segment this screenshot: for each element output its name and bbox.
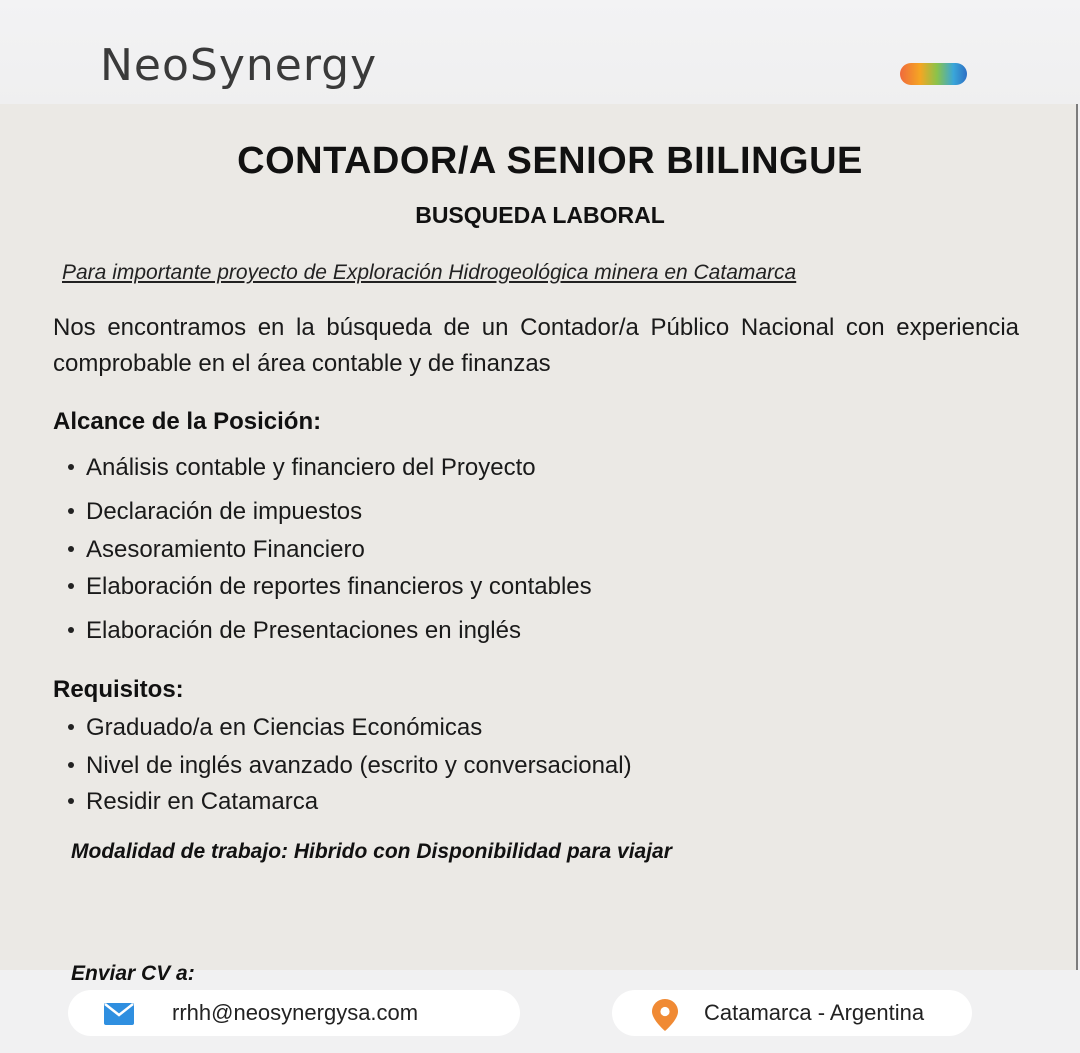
bullet-icon (68, 798, 74, 804)
location-pin-icon (652, 999, 678, 1031)
bullet-icon (68, 464, 74, 470)
job-subtitle: BUSQUEDA LABORAL (415, 202, 665, 228)
intro-paragraph: Nos encontramos en la búsqueda de un Contador/a Público Nacional con experiencia comprobable en el área contable y de finanzas (53, 314, 1019, 377)
bullet-icon (68, 583, 74, 589)
location-text: Catamarca - Argentina (704, 1000, 925, 1025)
send-cv-label: Enviar CV a: (71, 962, 195, 985)
email-address[interactable]: rrhh@neosynergysa.com (172, 1000, 419, 1025)
bullet-icon (68, 724, 74, 730)
list-item: Residir en Catamarca (68, 788, 318, 816)
job-title: CONTADOR/A SENIOR BIILINGUE (237, 140, 863, 182)
list-item: Análisis contable y financiero del Proyecto (68, 454, 536, 482)
requisitos-heading: Requisitos: (53, 676, 184, 703)
work-modality: Modalidad de trabajo: Hibrido con Disponibilidad para viajar (71, 840, 672, 863)
list-item: Graduado/a en Ciencias Económicas (68, 714, 482, 742)
mail-icon (104, 1003, 134, 1025)
email-contact[interactable] (68, 990, 520, 1036)
list-item: Nivel de inglés avanzado (escrito y conversacional) (68, 752, 632, 780)
bullet-icon (68, 762, 74, 768)
project-tagline: Para importante proyecto de Exploración Hidrogeológica minera en Catamarca (62, 261, 797, 284)
location-contact (612, 990, 972, 1036)
brand-color-pill (900, 63, 967, 85)
list-item: Declaración de impuestos (68, 498, 362, 526)
bullet-icon (68, 627, 74, 633)
list-item: Elaboración de reportes financieros y contables (68, 573, 592, 601)
list-item: Asesoramiento Financiero (68, 536, 365, 564)
brand-logo: NeoSynergy (100, 40, 378, 91)
alcance-heading: Alcance de la Posición: (53, 408, 322, 435)
list-item: Elaboración de Presentaciones en inglés (68, 617, 521, 645)
bullet-icon (68, 546, 74, 552)
bullet-icon (68, 508, 74, 514)
